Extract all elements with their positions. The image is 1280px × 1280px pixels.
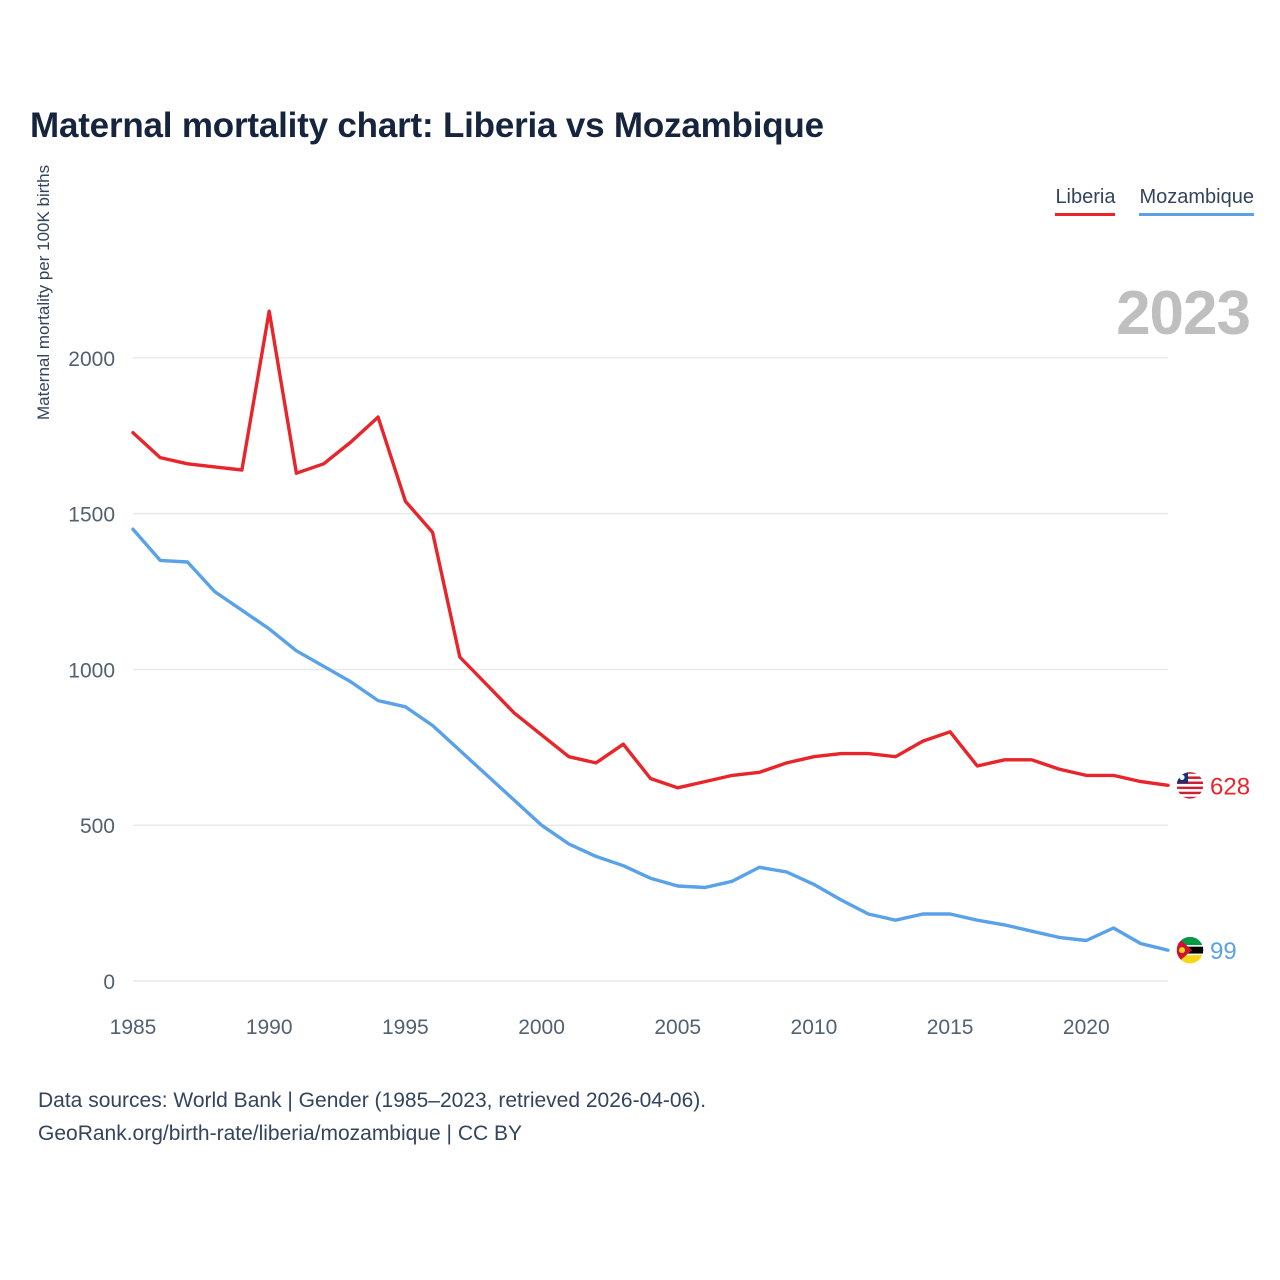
series-line-mozambique [133, 529, 1168, 950]
y-tick-label: 500 [79, 815, 115, 839]
legend-item-liberia[interactable]: Liberia [1055, 186, 1115, 216]
y-tick-label: 0 [103, 971, 115, 994]
series-line-liberia [133, 311, 1168, 788]
x-tick-labels [110, 1016, 1110, 1039]
footer-note [38, 1085, 706, 1150]
y-tick-label: 2000 [68, 347, 115, 371]
y-tick-label: 1500 [68, 503, 115, 527]
x-tick-label: 1990 [245, 1016, 293, 1039]
x-tick-label: 1995 [382, 1016, 429, 1039]
page-title: Maternal mortality chart: Liberia vs Mozambique [30, 106, 824, 145]
endpoint-value-liberia: 628 [1210, 773, 1251, 801]
y-tick-labels [68, 348, 115, 994]
x-tick-label: 1985 [109, 1016, 157, 1039]
endpoint-value-mozambique: 99 [1210, 938, 1237, 966]
footer-sources: Data sources: World Bank | Gender (1985–2023, retrieved 2026-04-06). [38, 1089, 707, 1112]
gridlines [133, 358, 1168, 981]
x-tick-label: 2020 [1062, 1016, 1110, 1039]
end-markers [1176, 771, 1250, 965]
x-tick-label: 2000 [518, 1016, 565, 1039]
x-tick-label: 2010 [790, 1016, 838, 1039]
data-series [133, 311, 1168, 950]
x-tick-label: 2015 [926, 1016, 974, 1039]
x-tick-label: 2005 [654, 1016, 702, 1039]
footer-attribution: GeoRank.org/birth-rate/liberia/mozambique | CC BY [38, 1121, 522, 1145]
year-badge: 2023 [1116, 279, 1250, 348]
y-axis-title: Maternal mortality per 100K births [34, 164, 53, 420]
legend-item-mozambique[interactable]: Mozambique [1139, 186, 1254, 216]
y-tick-label: 1000 [68, 659, 115, 683]
